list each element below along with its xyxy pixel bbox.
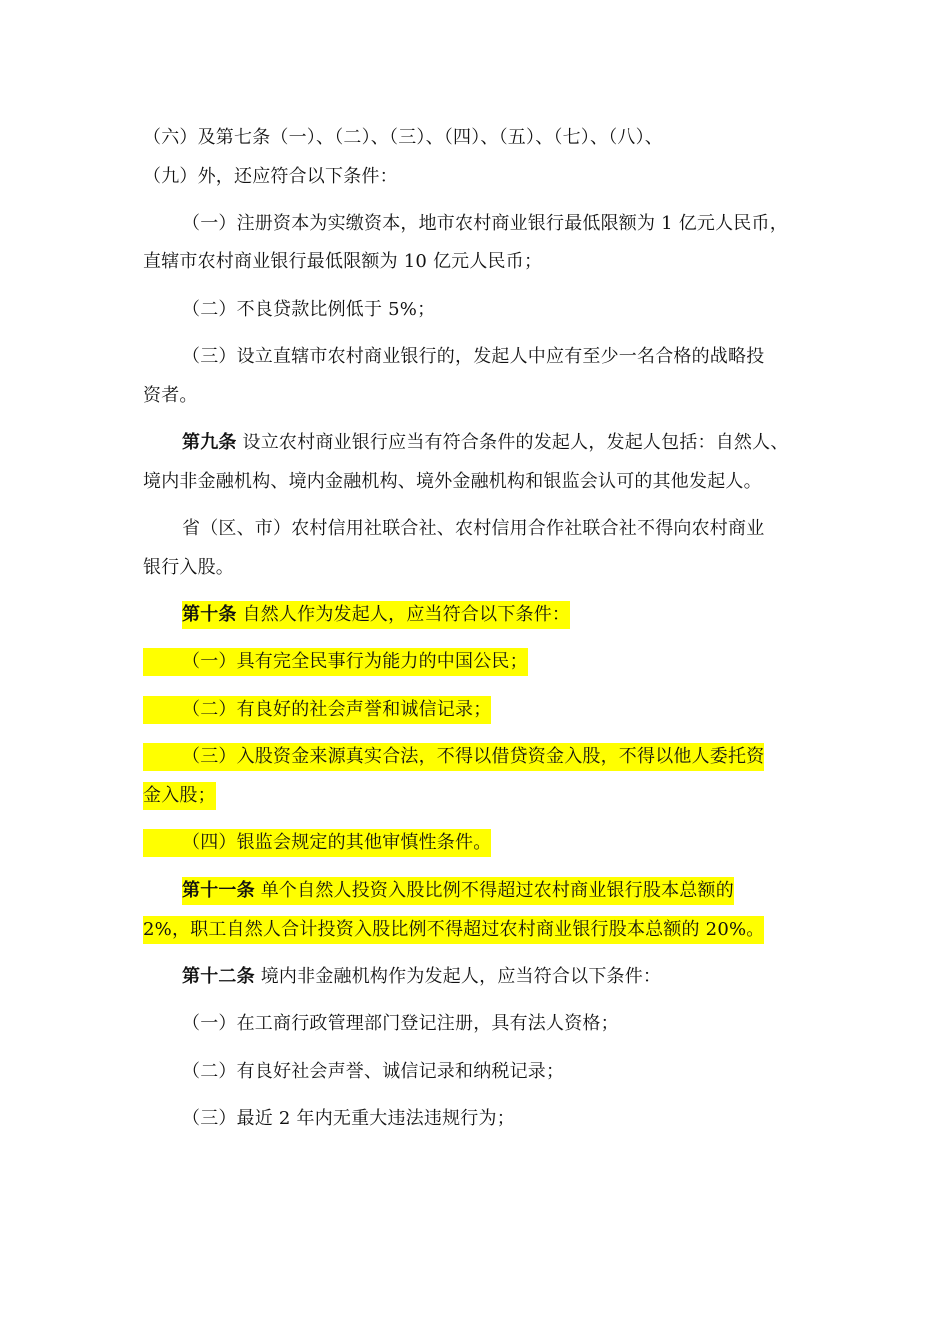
text-line: （一）注册资本为实缴资本，地市农村商业银行最低限额为 1 亿元人民币， [182,213,788,234]
article-11-heading: 第十一条 [182,880,255,901]
text-line: （六）及第七条（一）、（二）、（三）、（四）、（五）、（七）、（八）、 [143,127,663,148]
text-line-highlighted: （四）银监会规定的其他审慎性条件。 [182,829,491,857]
highlight-band [143,648,182,676]
article-11-text: 单个自然人投资入股比例不得超过农村商业银行股本总额的 [260,880,734,901]
article-10-line [182,601,570,629]
article-9-text: 设立农村商业银行应当有符合条件的发起人，发起人包括：自然人、 [242,432,789,453]
article-11-line [182,877,734,905]
highlight-band [143,829,182,857]
article-10-heading: 第十条 [182,604,237,625]
text-line: 银行入股。 [143,557,234,578]
article-12-heading: 第十二条 [182,966,255,987]
article-9-heading: 第九条 [182,432,237,453]
text-line: （二）有良好社会声誉、诚信记录和纳税记录； [182,1061,565,1082]
highlight-band [143,696,182,724]
article-10-text: 自然人作为发起人，应当符合以下条件： [242,604,571,625]
highlight-band [143,743,182,771]
text-line-highlighted: （三）入股资金来源真实合法，不得以借贷资金入股，不得以他人委托资 [182,743,764,771]
text-line: （二）不良贷款比例低于 5%； [182,299,436,320]
article-12-text: 境内非金融机构作为发起人，应当符合以下条件： [260,966,662,987]
text-line: 直辖市农村商业银行最低限额为 10 亿元人民币； [143,251,543,272]
text-line: （三）最近 2 年内无重大违法违规行为； [182,1108,515,1129]
article-12-line [182,963,661,991]
text-line-highlighted: 2%，职工自然人合计投资入股比例不得超过农村商业银行股本总额的 20%。 [143,916,764,944]
text-line: 境内非金融机构、境内金融机构、境外金融机构和银监会认可的其他发起人。 [143,471,762,492]
text-line: 资者。 [143,385,198,406]
text-line-highlighted: 金入股； [143,782,216,810]
text-line: （九）外，还应符合以下条件： [143,166,398,187]
text-line: 省（区、市）农村信用社联合社、农村信用合作社联合社不得向农村商业 [182,518,765,539]
text-line-highlighted: （一）具有完全民事行为能力的中国公民； [182,648,528,676]
text-line: （一）在工商行政管理部门登记注册，具有法人资格； [182,1013,619,1034]
text-line: （三）设立直辖市农村商业银行的，发起人中应有至少一名合格的战略投 [182,346,765,367]
text-line-highlighted: （二）有良好的社会声誉和诚信记录； [182,696,491,724]
article-9-line [182,429,789,457]
